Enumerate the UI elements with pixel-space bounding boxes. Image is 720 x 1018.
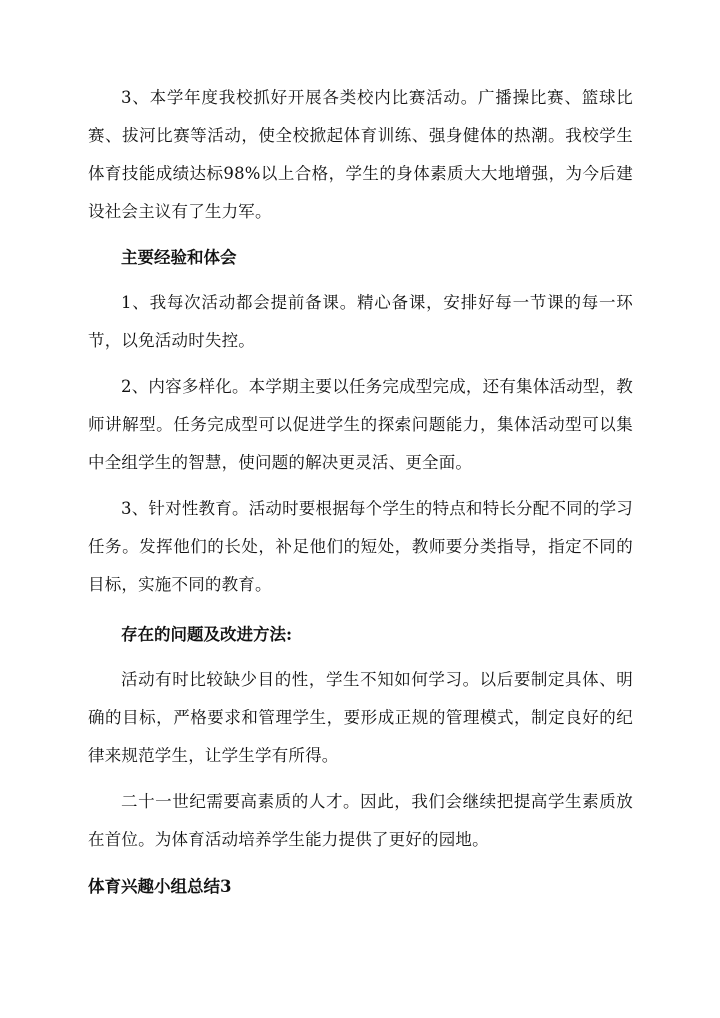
- paragraph-problems: 活动有时比较缺少目的性，学生不知如何学习。以后要制定具体、明确的目标，严格要求和管理学生，要形成正规的管理模式，制定良好的纪律来规范学生，让学生学有所得。: [88, 670, 633, 765]
- paragraph-lesson-prep: 1、我每次活动都会提前备课。精心备课，安排好每一节课的每一环节，以免活动时失控。: [88, 293, 633, 350]
- paragraph-targeted-education: 3、针对性教育。活动时要根据每个学生的特点和特长分配不同的学习任务。发挥他们的长处，补足他们的短处，教师要分类指导，指定不同的目标，实施不同的教育。: [88, 499, 633, 594]
- paragraph-conclusion: 二十一世纪需要高素质的人才。因此，我们会继续把提高学生素质放在首位。为体育活动培养学生能力提供了更好的园地。: [88, 792, 633, 849]
- paragraph-diversified-content: 2、内容多样化。本学期主要以任务完成型完成，还有集体活动型，教师讲解型。任务完成型可以促进学生的探索问题能力，集体活动型可以集中全组学生的智慧，使问题的解决更灵活、更全面。: [88, 377, 633, 472]
- heading-summary-3: 体育兴趣小组总结3: [88, 877, 232, 896]
- paragraph-competitions: 3、本学年度我校抓好开展各类校内比赛活动。广播操比赛、篮球比赛、拔河比赛等活动，使全校掀起体育训练、强身健体的热潮。我校学生体育技能成绩达标98%以上合格，学生的身体素质大大地增强，为今后建设社会主议有了生力军。: [88, 88, 633, 221]
- heading-problems: 存在的问题及改进方法:: [121, 625, 293, 644]
- heading-experience: 主要经验和体会: [121, 248, 237, 267]
